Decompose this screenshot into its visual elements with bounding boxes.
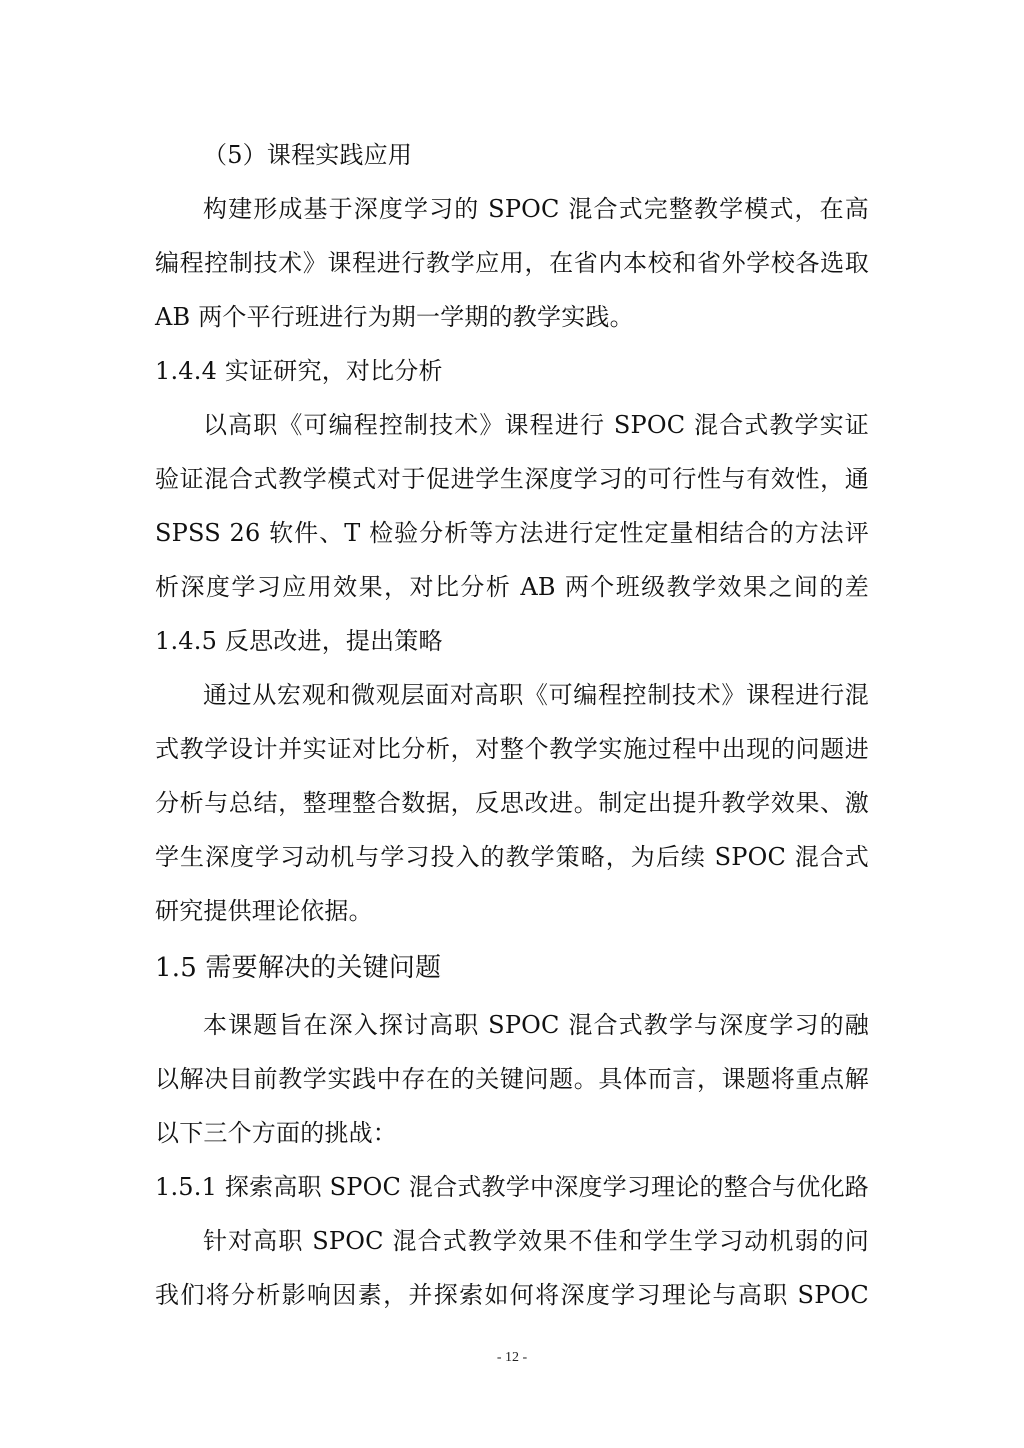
- paragraph-line: 构建形成基于深度学习的 SPOC 混合式完整教学模式，在高: [203, 195, 869, 223]
- paragraph-line: 研究提供理论依据。: [155, 897, 373, 925]
- paragraph-line: 分析与总结，整理整合数据，反思改进。制定出提升教学效果、激: [155, 789, 869, 817]
- page-body: [155, 128, 869, 1322]
- paragraph-line: 式教学设计并实证对比分析，对整个教学实施过程中出现的问题进: [155, 735, 869, 763]
- paragraph-line: 学生深度学习动机与学习投入的教学策略，为后续 SPOC 混合式: [155, 843, 869, 871]
- heading-1-5: 1.5 需要解决的关键问题: [155, 953, 442, 983]
- paragraph-line: 我们将分析影响因素，并探索如何将深度学习理论与高职 SPOC: [155, 1281, 869, 1309]
- paragraph-line: 析深度学习应用效果，对比分析 AB 两个班级教学效果之间的差: [155, 573, 869, 601]
- paragraph-line: 验证混合式教学模式对于促进学生深度学习的可行性与有效性，通: [155, 465, 869, 493]
- subsection-title-course-practice: （5）课程实践应用: [203, 141, 413, 169]
- page-number: - 12 -: [496, 1350, 528, 1365]
- paragraph-line: AB 两个平行班进行为期一学期的教学实践。: [155, 303, 634, 331]
- heading-1-4-4: 1.4.4 实证研究，对比分析: [155, 357, 443, 385]
- paragraph-line: 以解决目前教学实践中存在的关键问题。具体而言，课题将重点解: [155, 1065, 869, 1093]
- heading-1-5-1: 1.5.1 探索高职 SPOC 混合式教学中深度学习理论的整合与优化路: [155, 1173, 869, 1201]
- paragraph-line: 以下三个方面的挑战：: [155, 1119, 397, 1147]
- paragraph-line: 通过从宏观和微观层面对高职《可编程控制技术》课程进行混: [203, 681, 869, 709]
- paragraph-line: SPSS 26 软件、T 检验分析等方法进行定性定量相结合的方法评: [155, 519, 869, 547]
- heading-1-4-5: 1.4.5 反思改进，提出策略: [155, 627, 443, 655]
- paragraph-line: 针对高职 SPOC 混合式教学效果不佳和学生学习动机弱的问: [203, 1227, 869, 1255]
- paragraph-line: 以高职《可编程控制技术》课程进行 SPOC 混合式教学实证: [203, 411, 869, 439]
- paragraph-line: 编程控制技术》课程进行教学应用，在省内本校和省外学校各选取: [155, 249, 869, 277]
- paragraph-line: 本课题旨在深入探讨高职 SPOC 混合式教学与深度学习的融: [203, 1011, 869, 1039]
